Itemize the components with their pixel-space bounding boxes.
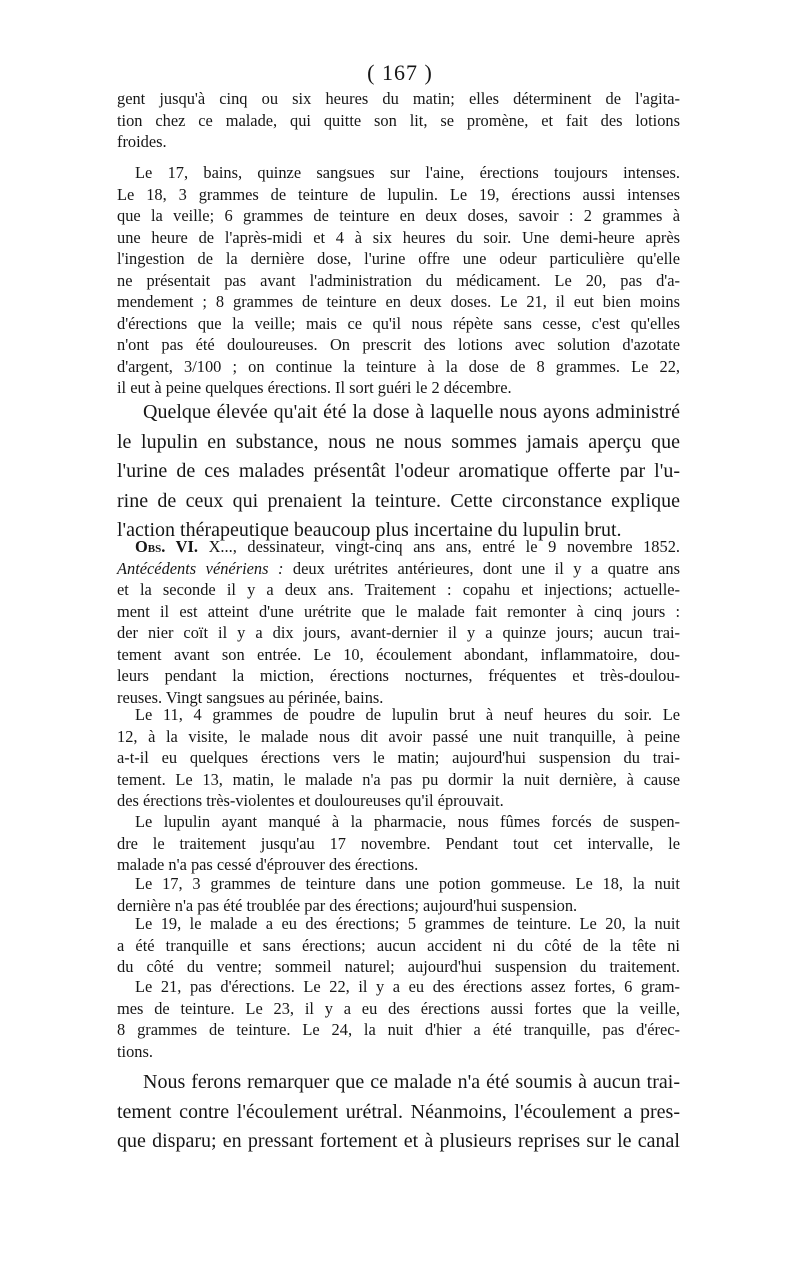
text-line: Le 19, le malade a eu des érections; 5 grammes de teinture. Le 20, la nuit [135,914,680,933]
text-line: Nous ferons remarquer que ce malade n'a été soumis à aucun trai- [143,1071,680,1093]
text-line: a-t-il eu quelques érections vers le matin; aujourd'hui suspension du trai- [117,748,680,767]
text-line [117,558,680,580]
observation-label: Obs. VI. [135,537,198,556]
text-line: tement contre l'écoulement urétral. Néanmoins, l'écoulement a pres- [117,1100,680,1123]
paragraph-5 [117,704,680,812]
text-line: que la veille; 6 grammes de teinture en deux doses, savoir : 2 grammes à [117,206,680,225]
text-line: leurs pendant la miction, érections nocturnes, fréquentes et très-doulou- [117,666,680,685]
text-line: Le 17, 3 grammes de teinture dans une potion gommeuse. Le 18, la nuit [135,874,680,893]
paragraph-8 [117,913,680,978]
text-line: d'argent, 3/100 ; on continue la teinture à la dose de 8 grammes. Le 22, [117,356,680,376]
text-line: du côté du ventre; sommeil naturel; aujourd'hui suspension du traitement. [117,957,680,976]
text-line: froides. [117,132,167,151]
observation-vi [117,536,680,708]
paragraph-2 [117,162,680,399]
page-number: ( 167 ) [367,60,433,85]
commentary-paragraph-1 [117,398,680,546]
text-line: ne présentait pas avant l'administration du médicament. Le 20, pas d'a- [117,270,680,290]
text-line: Le 21, pas d'érections. Le 22, il y a eu des érections assez fortes, 6 gram- [135,977,680,996]
text-line: mendement ; 8 grammes de teinture en deux doses. Le 21, il eut bien moins [117,292,680,311]
text-line: dre le traitement jusqu'au 17 novembre. Pendant tout cet intervalle, le [117,833,680,853]
antecedents-label: Antécédents vénériens : [117,558,284,578]
text-line: tement avant son entrée. Le 10, écoulement abondant, inflammatoire, dou- [117,644,680,664]
text-line: a été tranquille et sans érections; aucun accident ni du côté de la tête ni [117,935,680,955]
text-line: l'urine de ces malades présentât l'odeur aromatique offerte par l'u- [117,460,680,482]
text-line: des érections très-violentes et douloureuses qu'il éprouvait. [117,791,504,810]
paragraph-7 [117,873,680,916]
paragraph-9 [117,976,680,1062]
text-line: ment il est atteint d'une urétrite que le malade fait remonter à cinq jours : [117,601,680,621]
text-line: une heure de l'après-midi et 4 à six heures du soir. Une demi-heure après [117,227,680,247]
text-line: tions. [117,1041,153,1061]
observation-text: X..., dessinateur, vingt-cinq ans ans, entré le 9 novembre 1852. [197,537,680,556]
antecedents-text: deux urétrites antérieures, dont une il y a quatre ans [283,558,681,578]
text-line: Le 18, 3 grammes de teinture de lupulin. Le 19, érections aussi intenses [117,184,680,204]
text-line: n'ont pas été douloureuses. On prescrit des lotions avec solution d'azotate [117,335,680,354]
text-line: tion chez ce malade, qui quitte son lit, se promène, et fait des lotions [117,110,680,130]
text-line: dernière n'a pas été troublée par des érections; aujourd'hui suspension. [117,895,578,915]
text-line: gent jusqu'à cinq ou six heures du matin; elles déterminent de l'agita- [117,89,680,108]
text-line: der nier coït il y a dix jours, avant-dernier il y a quinze jours; aucun trai- [117,623,680,642]
text-line: d'érections que la veille; mais ce qu'il nous répète sans cesse, c'est qu'elles [117,313,680,333]
text-line: et la seconde il y a deux ans. Traitement : copahu et injections; actuelle- [117,580,680,599]
text-line: Le 17, bains, quinze sangsues sur l'aine, érections toujours intenses. [135,163,680,182]
text-line: le lupulin en substance, nous ne nous sommes jamais aperçu que [117,430,680,453]
text-line [117,536,680,558]
text-line: l'action thérapeutique beaucoup plus incertaine du lupulin brut. [117,519,622,541]
text-line: malade n'a pas cessé d'éprouver des érections. [117,855,419,874]
text-line: reuses. Vingt sangsues au périnée, bains. [117,687,384,707]
text-line: mes de teinture. Le 23, il y a eu des érections aussi fortes que la veille, [117,998,680,1018]
paragraph-1 [117,88,680,153]
text-line: l'ingestion de la dernière dose, l'urine offre une odeur particulière qu'elle [117,249,680,268]
paragraph-6 [117,811,680,876]
text-line: Le lupulin ayant manqué à la pharmacie, nous fûmes forcés de suspen- [135,812,680,831]
text-line: Quelque élevée qu'ait été la dose à laquelle nous ayons administré [143,401,680,423]
text-line: 12, à la visite, le malade nous dit avoir passé une nuit tranquille, à peine [117,726,680,746]
text-line: 8 grammes de teinture. Le 24, la nuit d'hier a été tranquille, pas d'érec- [117,1020,680,1039]
commentary-paragraph-2 [117,1068,680,1157]
text-line: rine de ceux qui prenaient la teinture. Cette circonstance explique [117,489,680,512]
text-line: que disparu; en pressant fortement et à plusieurs reprises sur le canal [117,1130,680,1152]
text-line: il eut à peine quelques érections. Il sort guéri le 2 décembre. [117,378,512,397]
text-line: tement. Le 13, matin, le malade n'a pas pu dormir la nuit dernière, à cause [117,769,680,789]
text-line: Le 11, 4 grammes de poudre de lupulin brut à neuf heures du soir. Le [135,705,680,724]
